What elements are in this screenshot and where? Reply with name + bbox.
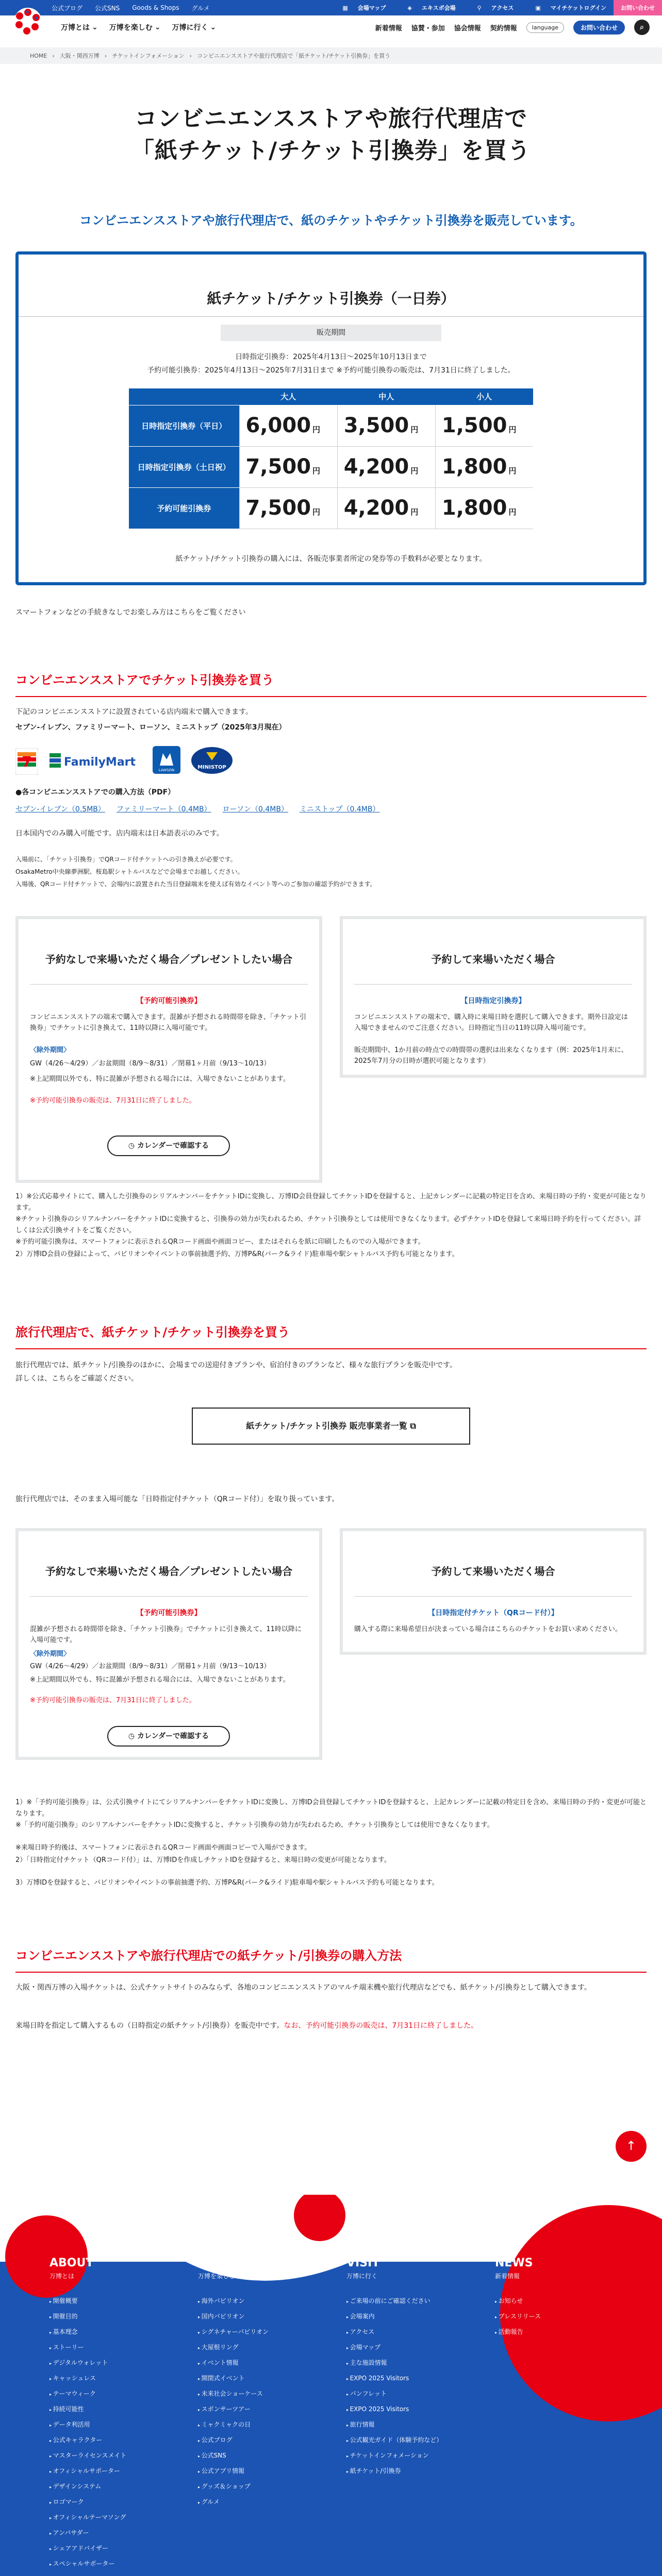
price-col-header: 中人 bbox=[337, 388, 435, 405]
card-badge: 【日時指定付チケット（QRコード付）】 bbox=[428, 1609, 558, 1617]
footer-link[interactable]: ▸ 紙チケット/引換券 bbox=[346, 2464, 470, 2479]
footer-link[interactable]: ▸ 開催目的 bbox=[49, 2309, 173, 2325]
footer-col-about bbox=[49, 2257, 173, 2576]
clock-icon: ◷ bbox=[128, 1732, 137, 1740]
ministop-logo bbox=[191, 746, 233, 775]
footnote: ※「予約可能引換券」のシリアルナンバーをチケットIDに変換すると、チケット引換券の効力が失われるため、チケット引換券としては使用できなくなります。 bbox=[15, 1821, 494, 1829]
chevron-down-icon: ⌄ bbox=[92, 23, 98, 31]
footer-link[interactable]: ▸ 公式アプリ情報 bbox=[198, 2464, 322, 2479]
nav-enjoy[interactable]: 万博を楽しむ ⌄ bbox=[109, 23, 161, 32]
footer-link[interactable]: ▸ パンフレット bbox=[346, 2386, 470, 2402]
card-text: コンビニエンスストアの端末で購入できます。混雑が予想される時間帯を除き、「チケット引換券」でチケットに引き換えて、11時以降に入場可能です。 bbox=[30, 1013, 306, 1032]
card-heading: 予約して来場いただく場合 bbox=[431, 1565, 555, 1578]
ticket-icon: ▣ bbox=[535, 4, 541, 11]
map-icon: ▦ bbox=[342, 4, 348, 11]
footer-link[interactable]: ▸ デザインシステム bbox=[49, 2479, 173, 2495]
purchase-text: 大阪・関西万博の入場チケットは、公式チケットサイトのみならず、各地のコンビニエンスストアのマルチ端末機や旅行代理店などでも、紙チケット/引換券として購入できます。 bbox=[15, 1984, 591, 1992]
vendor-list-button[interactable]: 紙チケット/チケット引換券 販売事業者一覧 ⧉ bbox=[192, 1408, 470, 1445]
footer-link[interactable]: ▸ スペシャルサポーター bbox=[49, 2556, 173, 2572]
card-text: ※上記期間以外でも、特に混雑が予想される場合には、入場できないことがあります。 bbox=[30, 1075, 290, 1083]
card-badge: 【予約可能引換券】 bbox=[136, 997, 202, 1005]
breadcrumb-item[interactable]: 大阪・関西万博 bbox=[59, 53, 100, 59]
footer-link[interactable]: ▸ EXPO 2025 Visitors bbox=[346, 2371, 470, 2386]
footnote: 1）※公式応募サイトにて、購入した引換券のシリアルナンバーをチケットIDに変換し、万博ID会員登録してチケットIDを登録すると、上記カレンダーに記載の特定日を含め、来場日時の予約・変更が可能となります。 bbox=[15, 1193, 647, 1212]
topbar-link-blog[interactable]: 公式ブログ bbox=[52, 4, 83, 12]
topbar-access-link[interactable]: ⚲ アクセス bbox=[463, 0, 521, 15]
card-no-reservation bbox=[15, 916, 322, 1183]
price-cell: 4,200 円 bbox=[337, 487, 435, 529]
breadcrumb-home[interactable]: HOME bbox=[30, 52, 47, 59]
card-text: コンビニエンスストアの端末で、購入時に来場日時を選択して購入できます。期外日設定は入場できませんのでご注意ください。日時指定当日の11時以降入場可能です。 bbox=[354, 1013, 628, 1032]
footer-link[interactable]: ▸ データ利活用 bbox=[49, 2417, 173, 2433]
page-title-line1: コンビニエンスストアや旅行代理店で bbox=[134, 106, 528, 132]
footer-link[interactable]: ▸ 国内パビリオン bbox=[198, 2309, 322, 2325]
lawson-logo-text: LAWSON bbox=[158, 768, 175, 772]
venue-icon: ◈ bbox=[407, 4, 412, 11]
nav-contract[interactable]: 契約情報 bbox=[490, 24, 517, 32]
chevron-down-icon: ⌄ bbox=[154, 23, 161, 31]
familymart-logo bbox=[49, 748, 141, 774]
footer-link[interactable]: ▸ マスターライセンスメイト bbox=[49, 2448, 173, 2464]
footer-link[interactable] bbox=[49, 2572, 173, 2576]
footer-link[interactable]: ▸ スポンサーツアー bbox=[198, 2402, 322, 2417]
footer-col-sub: 新着情報 bbox=[495, 2273, 520, 2280]
card-reservation-agency bbox=[340, 1528, 647, 1655]
footer-link[interactable]: ▸ イベント情報 bbox=[198, 2355, 322, 2371]
footer-col-enjoy bbox=[198, 2257, 322, 2510]
agency-text: 詳しくは、こちらをご確認ください。 bbox=[15, 1375, 138, 1383]
card-heading: 予約なしで来場いただく場合／プレゼントしたい場合 bbox=[45, 953, 293, 965]
card-text: 販売期間中、1か月前の時点での時間帯の選択は出来なくなります（例：2025年1月末に、2025年7月分の日時が選択可能となります） bbox=[354, 1046, 628, 1065]
seven-logo-text: 7 bbox=[22, 753, 32, 770]
cvs-store-list: セブン-イレブン、ファミリーマート、ローソン、ミニストップ（2025年3月現在） bbox=[15, 723, 286, 732]
card-text: ※予約可能引換券の販売は、7月31日に終了しました。 bbox=[30, 1697, 196, 1704]
purchase-text: 来場日時を指定して購入するもの（日時指定の紙チケット/引換券）を販売中です。なお、予約可能引換券の販売は、7月31日に終了しました。 bbox=[15, 2022, 478, 2030]
table-row bbox=[129, 405, 533, 446]
footer-link[interactable]: ▸ ご来場の前にご確認ください bbox=[346, 2294, 470, 2309]
footer-link[interactable]: ▸ 会場マップ bbox=[346, 2340, 470, 2355]
agency-text: 旅行代理店では、紙チケット/引換券のほかに、会場までの送迎付きプランや、宿泊付きのプランなど、様々な旅行プランを販売中です。 bbox=[15, 1361, 457, 1369]
chevron-right-icon: › bbox=[104, 52, 107, 59]
chevron-down-icon: ⌄ bbox=[210, 23, 217, 31]
divider bbox=[354, 1596, 632, 1597]
nav-news[interactable]: 新着情報 bbox=[375, 24, 402, 32]
page-title-line2: 「紙チケット/チケット引換券」を買う bbox=[131, 138, 531, 164]
footer-link[interactable]: ▸ オフィシャルサポーター bbox=[49, 2464, 173, 2479]
footnote: 3）万博IDを登録すると、パビリオンやイベントの事前抽選予約、万博P&R(パーク&ライド)駐車場や駅シャトルバス予約も可能となります。 bbox=[15, 1879, 439, 1887]
footer-link[interactable]: ▸ 公式SNS bbox=[198, 2448, 322, 2464]
footer-link[interactable]: ▸ 公式キャラクター bbox=[49, 2433, 173, 2448]
footer-col-visit bbox=[346, 2257, 470, 2479]
top-utility-bar bbox=[0, 0, 662, 15]
price-row-label: 日時指定引換券（土日祝） bbox=[129, 446, 239, 487]
contact-button[interactable]: お問い合わせ bbox=[573, 21, 625, 35]
footer-link[interactable]: ▸ グルメ bbox=[198, 2495, 322, 2510]
footer-link[interactable]: ▸ お知らせ bbox=[495, 2294, 619, 2309]
pin-icon: ⚲ bbox=[477, 4, 482, 11]
card-text: 〈除外期間〉 bbox=[30, 1046, 71, 1054]
footer-link[interactable]: ▸ アクセス bbox=[346, 2325, 470, 2340]
footer-link[interactable]: ▸ ミャクミャクの日 bbox=[198, 2417, 322, 2433]
price-col-header: 大人 bbox=[239, 388, 337, 405]
price-cell: 1,800 円 bbox=[435, 446, 533, 487]
footer-link[interactable]: ▸ プレスリリース bbox=[495, 2309, 619, 2325]
footer-link[interactable]: ▸ オフィシャルテーマソング bbox=[49, 2510, 173, 2526]
footer-link[interactable]: ▸ 旅行情報 bbox=[346, 2417, 470, 2433]
price-row-label: 日時指定引換券（平日） bbox=[129, 405, 239, 446]
footer-link[interactable]: ▸ 海外パビリオン bbox=[198, 2294, 322, 2309]
footer-link[interactable]: ▸ シェアアドバイザー bbox=[49, 2541, 173, 2556]
card-text: GW（4/26〜4/29）／お盆期間（8/9〜8/31）／閉幕1ヶ月前（9/13〜10/13） bbox=[30, 1663, 271, 1670]
lawson-logo bbox=[153, 746, 180, 774]
sales-period-label: 販売期間 bbox=[221, 325, 441, 341]
footer-link[interactable]: ▸ テーマウィーク bbox=[49, 2386, 173, 2402]
back-to-top-button[interactable]: ↑ bbox=[616, 2131, 647, 2162]
price-cell: 7,500 円 bbox=[239, 446, 337, 487]
language-selector[interactable]: language bbox=[526, 22, 564, 33]
external-link-icon: ⧉ bbox=[410, 1421, 416, 1431]
section-heading-cvs: コンビニエンスストアでチケット引換券を買う bbox=[15, 670, 647, 697]
footer-link[interactable]: ▸ ストーリー bbox=[49, 2340, 173, 2355]
footer-link[interactable]: ▸ デジタルウォレット bbox=[49, 2355, 173, 2371]
footnote: 2）「日時指定付チケット（QRコード付）」は、万博IDを作成しチケットIDを登録すると、来場日時の変更が可能となります。 bbox=[15, 1856, 391, 1864]
pdf-link-seven[interactable]: セブン-イレブン（0.5MB） bbox=[15, 805, 105, 814]
divider bbox=[30, 984, 308, 985]
footer-link[interactable]: ▸ 公式観光ガイド（体験予約など） bbox=[346, 2433, 470, 2448]
divider bbox=[354, 984, 632, 985]
main-nav bbox=[0, 15, 662, 39]
calendar-button[interactable]: ◷ カレンダーで確認する bbox=[107, 1726, 230, 1747]
footnote: ※予約可能引換券は、スマートフォンに表示されるQRコード画面や画面コピー、またはそれらを紙に印刷したものでの入場ができます。 bbox=[15, 1238, 425, 1246]
price-col-header: 小人 bbox=[435, 388, 533, 405]
nav-about[interactable]: 万博とは ⌄ bbox=[61, 23, 98, 32]
footer-col-sub: 万博を楽しむ bbox=[198, 2273, 236, 2280]
footer bbox=[0, 2195, 662, 2576]
price-cell: 3,500 円 bbox=[337, 405, 435, 446]
topbar-link-sns[interactable]: 公式SNS bbox=[95, 4, 120, 12]
pdf-links bbox=[15, 804, 379, 814]
table-row bbox=[129, 487, 533, 529]
cvs-text: OsakaMetro中央線夢洲駅、桜島駅シャトルバスなどで会場までお越しください。 bbox=[15, 868, 244, 875]
breadcrumb bbox=[0, 47, 662, 64]
footer-link[interactable]: ▸ アンバサダー bbox=[49, 2526, 173, 2541]
price-cell: 4,200 円 bbox=[337, 446, 435, 487]
footer-link[interactable]: ▸ 公式ブログ bbox=[198, 2433, 322, 2448]
nav-association[interactable]: 協会情報 bbox=[454, 24, 481, 32]
footer-link[interactable]: ▸ 基本理念 bbox=[49, 2325, 173, 2340]
footer-link[interactable]: ▸ シグネチャーパビリオン bbox=[198, 2325, 322, 2340]
divider bbox=[19, 316, 643, 317]
cvs-text: 入場前に、「チケット引換券」でQRコード付チケットへの引き換えが必要です。 bbox=[15, 856, 237, 863]
footer-link[interactable]: ▸ 活動報告 bbox=[495, 2325, 619, 2340]
divider bbox=[30, 1596, 308, 1597]
price-cell: 6,000 円 bbox=[239, 405, 337, 446]
page-title bbox=[0, 103, 662, 167]
topbar-venue-link[interactable]: ◈ エキスポ会場 bbox=[393, 0, 462, 15]
footer-col-title: NEWS bbox=[495, 2257, 533, 2269]
footer-link[interactable]: ▸ グッズ＆ショップ bbox=[198, 2479, 322, 2495]
seven-eleven-logo bbox=[15, 748, 38, 775]
smartphone-note-link[interactable]: スマートフォンなどの手続きなしでお楽しみ方はこちらをご覧ください bbox=[15, 608, 246, 617]
price-cell: 7,500 円 bbox=[239, 487, 337, 529]
cvs-text: 日本国内でのみ購入可能です。店内端末は日本語表示のみです。 bbox=[15, 829, 224, 838]
footer-link[interactable]: ▸ キャッシュレス bbox=[49, 2371, 173, 2386]
footer-link[interactable]: ▸ チケットインフォメーション bbox=[346, 2448, 470, 2464]
ministop-logo-text: MINISTOP bbox=[197, 765, 226, 770]
footer-link[interactable]: ▸ 開催概要 bbox=[49, 2294, 173, 2309]
card-reservation bbox=[340, 916, 647, 1078]
card-heading: 予約して来場いただく場合 bbox=[431, 953, 555, 965]
footer-link[interactable]: ▸ ロゴマーク bbox=[49, 2495, 173, 2510]
card-heading: 予約なしで来場いただく場合／プレゼントしたい場合 bbox=[45, 1565, 293, 1578]
card-badge: 【日時指定引換券】 bbox=[460, 997, 526, 1005]
footer-col-sub: 万博に行く bbox=[346, 2273, 378, 2280]
footnote: 2）万博ID会員の登録によって、パビリオンやイベントの事前抽選予約、万博P&R(パーク&ライド)駐車場や駅シャトルバス予約も可能となります。 bbox=[15, 1250, 459, 1258]
topbar-link-goods[interactable]: Goods & Shops bbox=[132, 4, 179, 11]
footer-link[interactable]: ▸ 大屋根リング bbox=[198, 2340, 322, 2355]
topbar-contact-link[interactable]: お問い合わせ bbox=[614, 0, 662, 15]
chevron-right-icon: › bbox=[52, 52, 55, 59]
card-no-reservation-agency bbox=[15, 1528, 322, 1760]
chevron-right-icon: › bbox=[189, 52, 192, 59]
footer-col-sub: 万博とは bbox=[49, 2273, 75, 2280]
footer-col-title: VISIT bbox=[346, 2257, 380, 2269]
price-card bbox=[15, 251, 647, 585]
section-heading-agency: 旅行代理店で、紙チケット/チケット引換券を買う bbox=[15, 1322, 647, 1349]
price-heading: 紙チケット/チケット引換券（一日券） bbox=[207, 290, 455, 307]
purchase-red-note: なお、予約可能引換券の販売は、7月31日に終了しました。 bbox=[284, 2022, 478, 2030]
footer-col-title: ABOUT bbox=[49, 2257, 94, 2269]
price-cell: 1,500 円 bbox=[435, 405, 533, 446]
lead-text: コンビニエンスストアや旅行代理店で、紙のチケットやチケット引換券を販売しています。 bbox=[79, 213, 583, 228]
topbar-myticket-link[interactable]: ▣ マイチケットログイン bbox=[521, 0, 614, 15]
pdf-link-ministop[interactable]: ミニストップ（0.4MB） bbox=[299, 805, 380, 814]
footer-col-news bbox=[495, 2257, 619, 2340]
card-text: GW（4/26〜4/29）／お盆期間（8/9〜8/31）／閉幕1ヶ月前（9/13〜10/13） bbox=[30, 1060, 271, 1067]
section-heading-purchase: コンビニエンスストアや旅行代理店での紙チケット/引換券の購入方法 bbox=[15, 1945, 647, 1973]
topbar-link-gourmet[interactable]: グルメ bbox=[191, 4, 210, 12]
footer-link[interactable]: ▸ 開閉式イベント bbox=[198, 2371, 322, 2386]
card-text: 混雑が予想される時間帯を除き、「チケット引換券」でチケットに引き換えて、11時以降に入場可能です。 bbox=[30, 1625, 302, 1644]
price-table-corner bbox=[129, 388, 239, 405]
footer-link[interactable]: ▸ 持続可能性 bbox=[49, 2402, 173, 2417]
familymart-logo-text: FamilyMart bbox=[64, 756, 136, 769]
footer-link[interactable]: ▸ 主な施設情報 bbox=[346, 2355, 470, 2371]
clock-icon: ◷ bbox=[128, 1142, 137, 1150]
table-row bbox=[129, 446, 533, 487]
search-icon[interactable]: ⌕ bbox=[634, 20, 650, 35]
period-text-2: 予約可能引換券：2025年4月13日〜2025年7月31日まで ※予約可能引換券の販売は、7月31日に終了しました。 bbox=[147, 366, 515, 375]
price-table bbox=[129, 388, 533, 529]
card-text: ※上記期間以外でも、特に混雑が予想される場合には、入場できないことがあります。 bbox=[30, 1676, 290, 1684]
cvs-intro: 下記のコンビニエンスストアに設置されている店内端末で購入できます。 bbox=[15, 708, 253, 716]
footnote: 1）※「予約可能引換券」は、公式引換サイトにてシリアルナンバーをチケットIDに変換し、万博ID会員登録してチケットIDを登録すると、上記カレンダーに記載の特定日を含め、来場日時の予約・変更が可能となります。 bbox=[15, 1799, 647, 1818]
price-row-label: 予約可能引換券 bbox=[129, 487, 239, 529]
calendar-button[interactable]: ◷ カレンダーで確認する bbox=[107, 1136, 230, 1156]
nav-participate[interactable]: 協賛・参加 bbox=[411, 24, 445, 32]
pdf-link-family[interactable]: ファミリーマート（0.4MB） bbox=[116, 805, 211, 814]
cvs-text: 入場後、QRコード付チケットで、会場内に設置された当日登録端末を使えば有効なイベント等へのご参加の確認予約ができます。 bbox=[15, 880, 376, 888]
breadcrumb-item[interactable]: チケットインフォメーション bbox=[112, 53, 185, 59]
footer-link[interactable]: ▸ EXPO 2025 Visitors bbox=[346, 2402, 470, 2417]
price-note: 紙チケット/チケット引換券の購入には、各販売事業者所定の発券等の手数料が必要となります。 bbox=[175, 555, 487, 563]
footer-link[interactable]: ▸ 会場案内 bbox=[346, 2309, 470, 2325]
nav-visit[interactable]: 万博に行く ⌄ bbox=[172, 23, 217, 32]
footer-link[interactable]: ▸ 未来社会ショーケース bbox=[198, 2386, 322, 2402]
topbar-map-link[interactable]: ▦ 会場マップ bbox=[328, 0, 393, 15]
footnote: ※来場日時予約後は、スマートフォンに表示されるQRコード画面や画面コピーで入場ができます。 bbox=[15, 1844, 311, 1852]
card-text: 購入する際に来場希望日が決まっている場合はこちらのチケットをお買い求めください。 bbox=[354, 1625, 622, 1633]
footer-col-title: ENJOY bbox=[198, 2257, 237, 2269]
period-text-1: 日時指定引換券：2025年4月13日〜2025年10月13日まで bbox=[235, 353, 427, 361]
pdf-link-lawson[interactable]: ローソン（0.4MB） bbox=[222, 805, 288, 814]
card-badge: 【予約可能引換券】 bbox=[136, 1609, 202, 1617]
price-cell: 1,800 円 bbox=[435, 487, 533, 529]
breadcrumb-current: コンビニエンスストアや旅行代理店で「紙チケット/チケット引換券」を買う bbox=[197, 53, 391, 59]
agency-text: 旅行代理店では、そのまま入場可能な「日時指定付チケット（QRコード付）」を取り扱っています。 bbox=[15, 1495, 339, 1503]
purchase-method-title: ●各コンビニエンスストアでの購入方法（PDF） bbox=[15, 788, 175, 796]
card-text: ※予約可能引換券の販売は、7月31日に終了しました。 bbox=[30, 1097, 196, 1105]
footnote: ※チケット引換券のシリアルナンバーをチケットIDに変換すると、引換券の効力が失われるため、チケット引換券としては使用できなくなります。必ずチケットIDを登録して来場日時予約を行ってください。詳しくは公式引換サイトをご覧ください。 bbox=[15, 1215, 641, 1234]
card-text: 〈除外期間〉 bbox=[30, 1650, 71, 1658]
